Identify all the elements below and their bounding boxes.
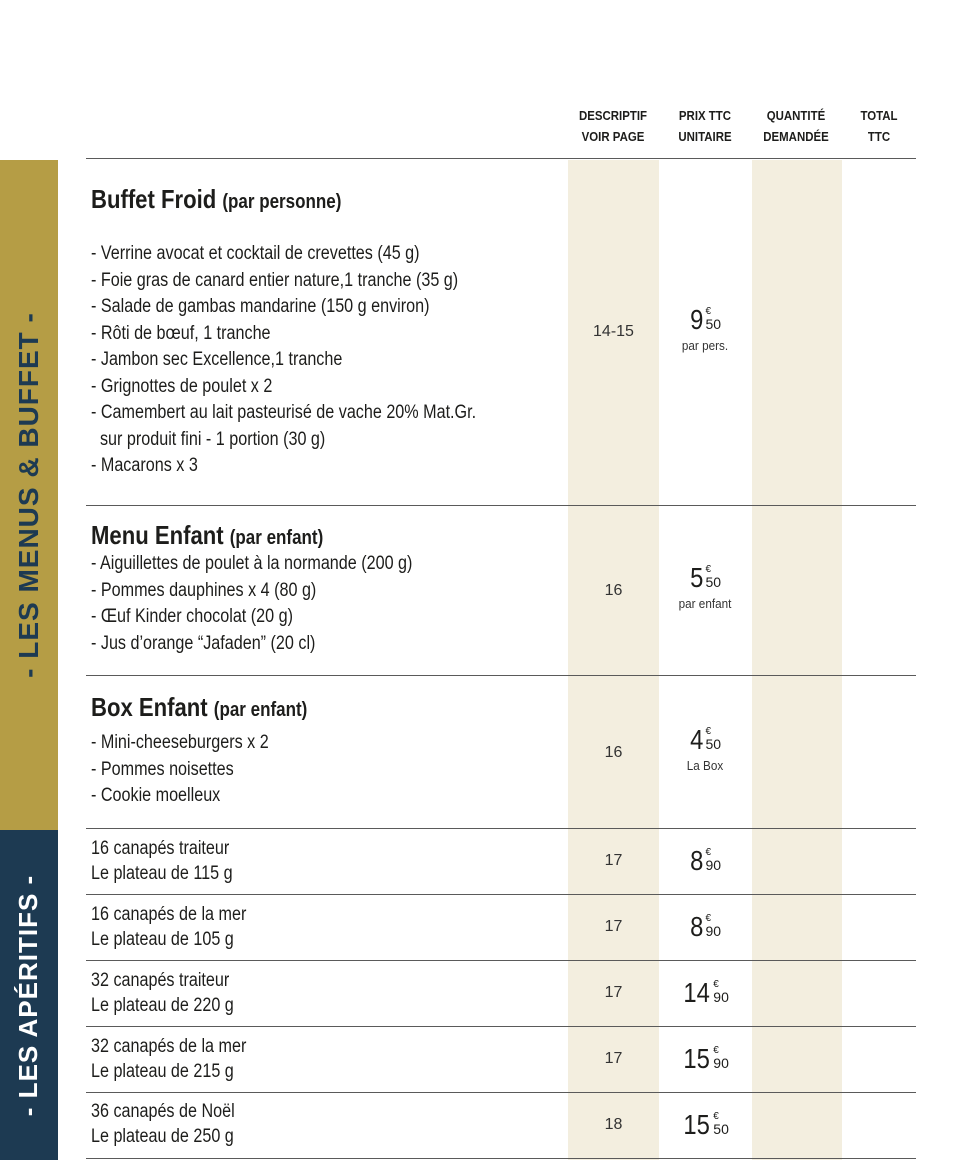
unit-price <box>660 725 750 773</box>
unit-price <box>660 912 750 942</box>
row-divider <box>86 960 916 961</box>
unit-price <box>660 978 750 1008</box>
list-item: - Jus d’orange “Jafaden” (20 cl) <box>91 632 316 654</box>
list-item: - Grignottes de poulet x 2 <box>91 375 273 397</box>
descriptif-column-shade <box>568 160 659 1160</box>
header-total <box>846 105 911 147</box>
currency-symbol: € <box>713 979 719 990</box>
price-integer: 15 <box>683 1043 710 1074</box>
canape-weight: Le plateau de 220 g <box>91 995 234 1016</box>
canape-weight: Le plateau de 215 g <box>91 1061 234 1082</box>
list-item: sur produit fini - 1 portion (30 g) <box>91 428 326 450</box>
row-divider <box>86 1026 916 1027</box>
row-divider <box>86 1092 916 1093</box>
row-divider <box>86 675 916 676</box>
price-integer: 8 <box>690 845 704 876</box>
row-divider <box>86 894 916 895</box>
list-item: - Jambon sec Excellence,1 tranche <box>91 349 343 370</box>
canape-weight: Le plateau de 105 g <box>91 929 234 950</box>
list-item: - Aiguillettes de poulet à la normande (200 g) <box>91 553 413 574</box>
table-row <box>91 836 233 886</box>
product-title-text: Buffet Froid <box>91 184 217 214</box>
header-descriptif <box>572 105 655 147</box>
currency-symbol: € <box>705 847 712 858</box>
header-descriptif-line1: DESCRIPTIF <box>578 108 648 123</box>
quantite-column-shade <box>752 160 842 1160</box>
canape-name: 36 canapés de Noël <box>91 1101 235 1122</box>
list-item: - Salade de gambas mandarine (150 g environ) <box>91 296 430 317</box>
list-item: - Macarons x 3 <box>91 455 198 476</box>
product-title <box>91 520 323 553</box>
table-row <box>91 1034 246 1084</box>
page-reference: 14-15 <box>593 323 634 340</box>
price-cents: 90 <box>705 923 722 939</box>
page-reference: 16 <box>604 744 623 761</box>
currency-symbol: € <box>713 1111 719 1122</box>
section-label-menus: - LES MENUS & BUFFET - <box>13 312 45 678</box>
unit-price <box>660 563 750 611</box>
row-divider <box>86 828 916 829</box>
canape-name: 32 canapés de la mer <box>91 1036 247 1057</box>
price-cents: 90 <box>713 1055 729 1071</box>
currency-symbol: € <box>705 306 712 317</box>
canape-weight: Le plateau de 115 g <box>91 863 233 884</box>
price-unit: par pers. <box>681 338 729 353</box>
list-item: - Pommes dauphines x 4 (80 g) <box>91 579 317 601</box>
canape-name: 32 canapés traiteur <box>91 970 230 991</box>
list-item: - Œuf Kinder chocolat (20 g) <box>91 606 293 627</box>
header-prix-line2: UNITAIRE <box>678 129 732 144</box>
unit-price <box>660 305 750 353</box>
price-cents: 50 <box>705 736 722 752</box>
product-items <box>91 551 412 657</box>
product-title <box>91 692 307 725</box>
product-title-text: Menu Enfant <box>91 520 224 550</box>
product-items <box>91 730 269 810</box>
header-prix <box>665 105 744 147</box>
price-cents: 50 <box>705 316 722 332</box>
price-unit: par enfant <box>678 596 732 611</box>
page-reference: 17 <box>604 852 623 869</box>
price-integer: 15 <box>683 1109 710 1140</box>
currency-symbol: € <box>705 913 712 924</box>
currency-symbol: € <box>713 1045 719 1056</box>
product-subtitle: (par personne) <box>222 191 342 213</box>
price-cents: 50 <box>713 1121 729 1137</box>
list-item: - Cookie moelleux <box>91 785 221 806</box>
list-item: - Camembert au lait pasteurisé de vache 20% Mat.Gr. <box>91 402 477 423</box>
price-integer: 8 <box>690 911 704 942</box>
price-cents: 90 <box>713 989 729 1005</box>
price-integer: 9 <box>690 304 704 335</box>
table-row <box>91 1099 235 1149</box>
price-cents: 90 <box>705 857 722 873</box>
price-integer: 14 <box>683 977 710 1008</box>
table-row <box>91 968 234 1018</box>
list-item: - Pommes noisettes <box>91 758 234 780</box>
list-item: - Mini-cheeseburgers x 2 <box>91 732 269 753</box>
header-divider <box>86 158 916 159</box>
section-label-aperitifs: - LES APÉRITIFS - <box>13 874 44 1116</box>
unit-price <box>660 1044 750 1074</box>
section-band-aperitifs <box>0 830 58 1160</box>
canape-weight: Le plateau de 250 g <box>91 1126 234 1147</box>
header-total-line2: TTC <box>867 129 891 144</box>
list-item: - Foie gras de canard entier nature,1 tranche (35 g) <box>91 269 459 291</box>
unit-price <box>660 1110 750 1140</box>
header-total-line1: TOTAL <box>860 108 898 123</box>
unit-price <box>660 846 750 876</box>
price-integer: 5 <box>690 562 704 593</box>
product-subtitle: (par enfant) <box>229 527 324 549</box>
list-item: - Rôti de bœuf, 1 tranche <box>91 322 271 344</box>
price-unit: La Box <box>686 758 724 773</box>
header-quantite-line1: QUANTITÉ <box>766 108 826 123</box>
currency-symbol: € <box>705 564 712 575</box>
header-descriptif-line2: VOIR PAGE <box>581 129 645 144</box>
list-item: - Verrine avocat et cocktail de crevettes (45 g) <box>91 243 420 264</box>
product-subtitle: (par enfant) <box>213 699 308 721</box>
header-prix-line1: PRIX TTC <box>678 108 732 123</box>
section-band-menus <box>0 160 58 830</box>
price-cents: 50 <box>705 574 722 590</box>
price-integer: 4 <box>690 724 704 755</box>
page-reference: 18 <box>604 1116 623 1133</box>
page-reference: 17 <box>604 984 623 1001</box>
row-divider <box>86 505 916 506</box>
header-quantite <box>756 105 837 147</box>
page-reference: 16 <box>604 582 623 599</box>
canape-name: 16 canapés de la mer <box>91 904 247 925</box>
product-title <box>91 184 341 217</box>
header-quantite-line2: DEMANDÉE <box>763 129 829 144</box>
page-reference: 17 <box>604 918 623 935</box>
canape-name: 16 canapés traiteur <box>91 838 230 859</box>
table-row <box>91 902 246 952</box>
row-divider <box>86 1158 916 1159</box>
product-items <box>91 241 476 480</box>
product-title-text: Box Enfant <box>91 692 208 722</box>
currency-symbol: € <box>705 726 712 737</box>
page-reference: 17 <box>604 1050 623 1067</box>
